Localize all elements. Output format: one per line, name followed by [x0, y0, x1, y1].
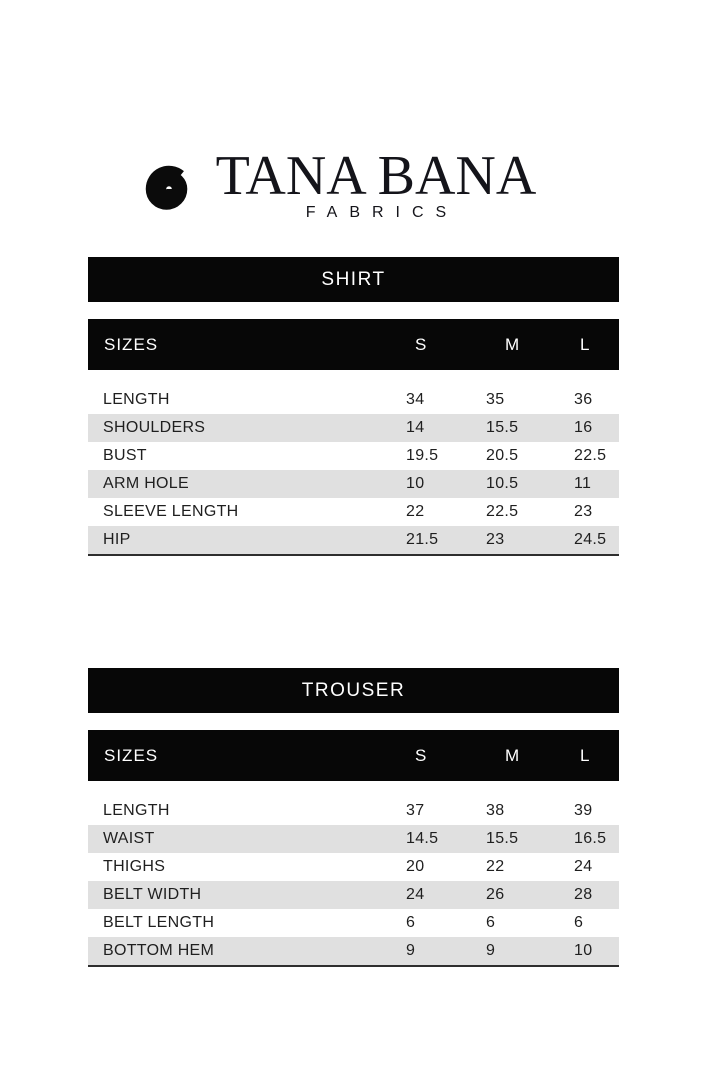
trouser-section	[88, 668, 619, 967]
value-s: 24	[406, 886, 425, 903]
table-row	[88, 797, 619, 825]
column-header-s: S	[415, 745, 428, 765]
value-l: 24.5	[574, 531, 607, 548]
measurement-label: THIGHS	[103, 858, 166, 875]
value-l: 16.5	[574, 830, 607, 847]
value-m: 15.5	[486, 830, 519, 847]
value-l: 39	[574, 802, 593, 819]
measurement-label: BELT LENGTH	[103, 914, 215, 931]
measurement-label: LENGTH	[103, 391, 170, 408]
value-m: 6	[486, 914, 496, 931]
value-s: 9	[406, 942, 416, 959]
table-row	[88, 526, 619, 554]
table-row	[88, 853, 619, 881]
value-m: 10.5	[486, 475, 519, 492]
measurement-label: HIP	[103, 531, 131, 548]
value-m: 22.5	[486, 503, 519, 520]
value-s: 21.5	[406, 531, 439, 548]
value-m: 23	[486, 531, 505, 548]
column-header-m: M	[505, 334, 521, 354]
shirt-sizes-header	[88, 319, 619, 370]
value-s: 22	[406, 503, 425, 520]
column-header-m: M	[505, 745, 521, 765]
value-l: 6	[574, 914, 584, 931]
value-m: 22	[486, 858, 505, 875]
value-l: 28	[574, 886, 593, 903]
trouser-sizes-header	[88, 730, 619, 781]
shirt-section	[88, 257, 619, 556]
value-m: 9	[486, 942, 496, 959]
value-m: 35	[486, 391, 505, 408]
measurement-label: BELT WIDTH	[103, 886, 202, 903]
measurement-label: LENGTH	[103, 802, 170, 819]
table-row	[88, 881, 619, 909]
measurement-label: SHOULDERS	[103, 419, 206, 436]
measurement-label: SLEEVE LENGTH	[103, 503, 239, 520]
value-l: 23	[574, 503, 593, 520]
table-row	[88, 498, 619, 526]
shirt-measurements	[88, 386, 619, 556]
value-m: 26	[486, 886, 505, 903]
sizes-label: SIZES	[104, 334, 159, 354]
measurement-label: BOTTOM HEM	[103, 942, 215, 959]
value-m: 38	[486, 802, 505, 819]
table-row	[88, 937, 619, 965]
column-header-l: L	[580, 334, 591, 354]
brand-name: TANA BANA	[215, 145, 537, 207]
table-row	[88, 825, 619, 853]
value-l: 22.5	[574, 447, 607, 464]
table-row	[88, 414, 619, 442]
value-s: 34	[406, 391, 425, 408]
trouser-title-bar: TROUSER	[88, 668, 619, 713]
brand-logo	[138, 145, 558, 230]
measurement-label: WAIST	[103, 830, 155, 847]
table-row	[88, 386, 619, 414]
value-m: 15.5	[486, 419, 519, 436]
value-s: 37	[406, 802, 425, 819]
value-s: 19.5	[406, 447, 439, 464]
value-l: 24	[574, 858, 593, 875]
spiral-icon	[138, 158, 200, 220]
value-s: 6	[406, 914, 416, 931]
measurement-label: ARM HOLE	[103, 475, 189, 492]
value-m: 20.5	[486, 447, 519, 464]
table-row	[88, 470, 619, 498]
table-row	[88, 442, 619, 470]
sizes-label: SIZES	[104, 745, 159, 765]
value-l: 36	[574, 391, 593, 408]
trouser-measurements	[88, 797, 619, 967]
value-s: 14.5	[406, 830, 439, 847]
shirt-title-bar: SHIRT	[88, 257, 619, 302]
column-header-s: S	[415, 334, 428, 354]
brand-subtitle: FABRICS	[305, 204, 459, 221]
value-s: 10	[406, 475, 425, 492]
value-s: 14	[406, 419, 425, 436]
column-header-l: L	[580, 745, 591, 765]
table-row	[88, 909, 619, 937]
value-l: 10	[574, 942, 593, 959]
value-l: 16	[574, 419, 593, 436]
measurement-label: BUST	[103, 447, 147, 464]
value-s: 20	[406, 858, 425, 875]
value-l: 11	[574, 475, 592, 492]
